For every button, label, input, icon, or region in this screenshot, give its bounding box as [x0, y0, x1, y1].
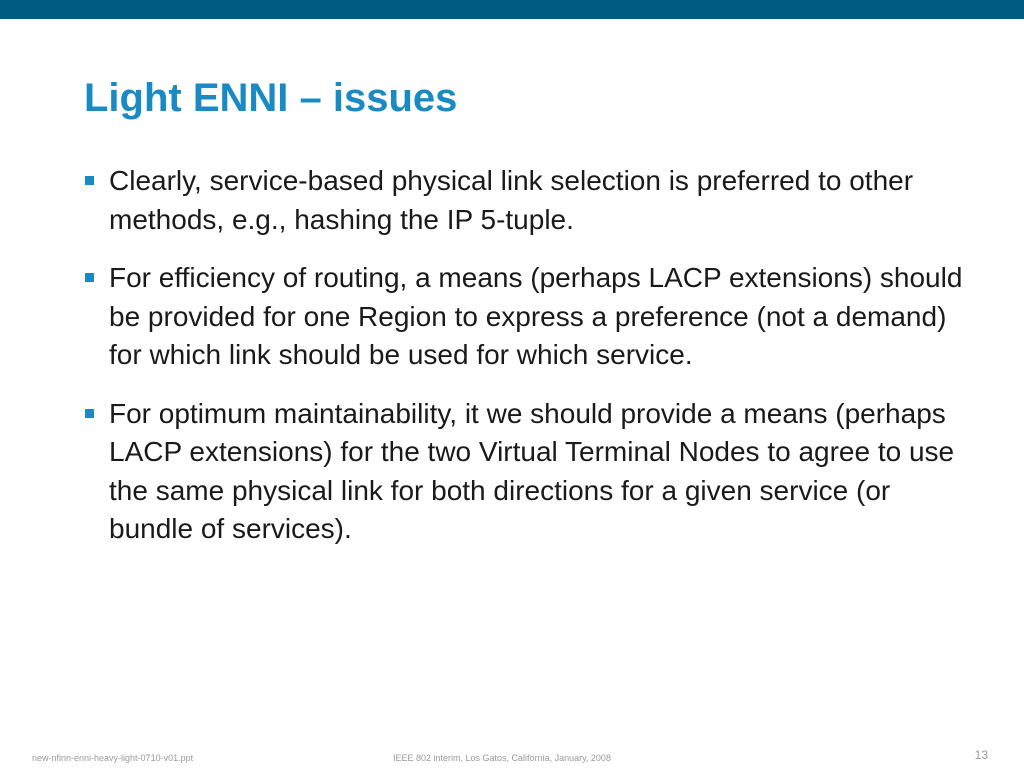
slide-page-number: 13 — [974, 748, 988, 762]
bullet-text: For efficiency of routing, a means (perhaps LACP extensions) should be provided for one Region to express a preference (not a demand) for which link should be used for which service. — [109, 262, 963, 370]
footer-filename: new-nfinn-enni-heavy-light-0710-v01.ppt — [32, 753, 194, 763]
top-header-band — [0, 0, 1024, 19]
square-bullet-icon — [85, 273, 94, 282]
bullet-item — [84, 259, 964, 375]
bullet-list — [84, 162, 964, 569]
bullet-text: Clearly, service-based physical link selection is preferred to other methods, e.g., hashing the IP 5-tuple. — [109, 165, 914, 235]
square-bullet-icon — [85, 176, 94, 185]
square-bullet-icon — [85, 409, 94, 418]
bullet-item — [84, 162, 964, 239]
bullet-item — [84, 395, 964, 549]
footer-event-info: IEEE 802 interim, Los Gatos, California, January, 2008 — [393, 753, 611, 763]
slide-title: Light ENNI – issues — [84, 76, 458, 120]
bullet-text: For optimum maintainability, it we should provide a means (perhaps LACP extensions) for the two Virtual Terminal Nodes to agree to use the same physical link for both directions for a given service (or bundle of services). — [109, 397, 955, 544]
